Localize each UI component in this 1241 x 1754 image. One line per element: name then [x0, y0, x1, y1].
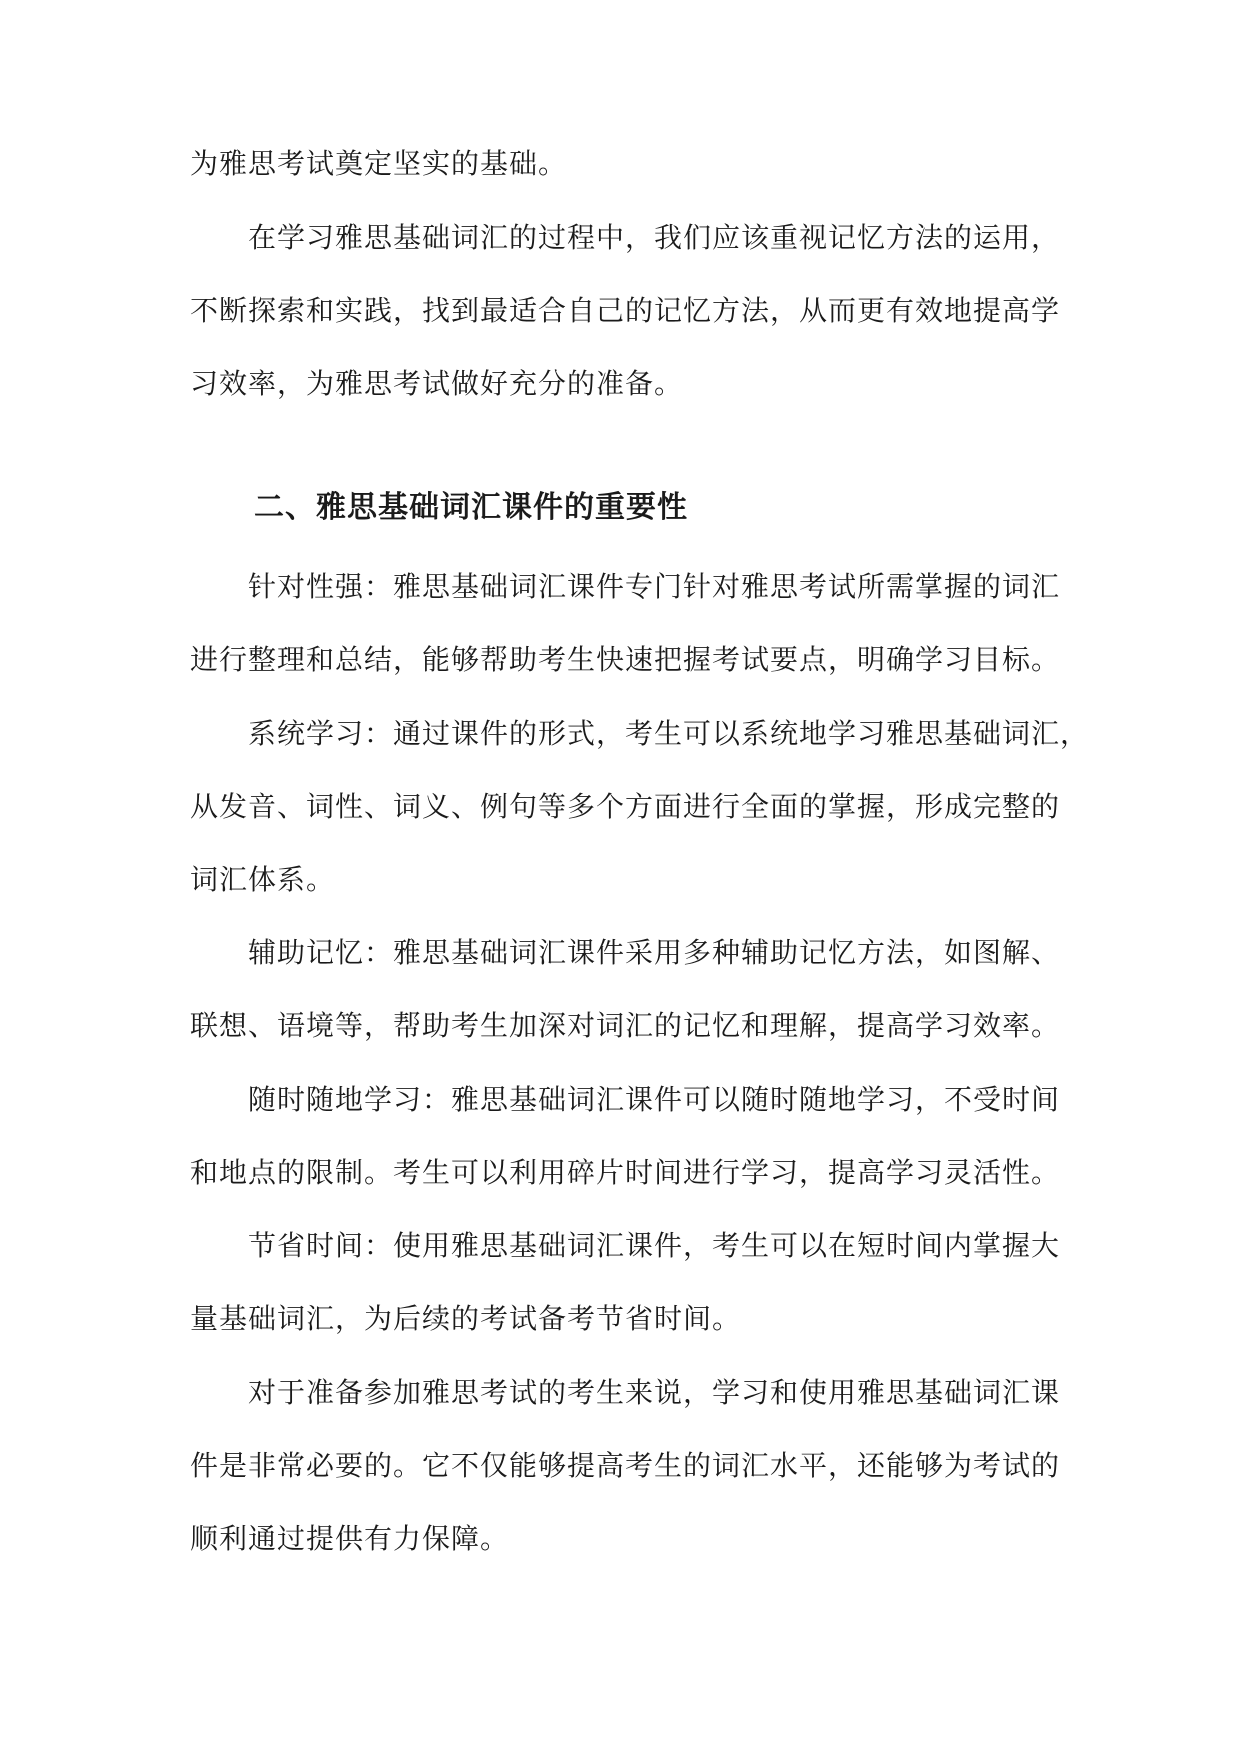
point-anytime-line-2: 和地点的限制。考生可以利用碎片时间进行学习，提高学习灵活性。	[190, 1156, 1061, 1189]
point-targeted-line-2: 进行整理和总结，能够帮助考生快速把握考试要点，明确学习目标。	[190, 643, 1061, 676]
point-save-time-line-1: 节省时间：使用雅思基础词汇课件，考生可以在短时间内掌握大	[248, 1229, 1061, 1262]
point-systematic-line-2: 从发音、词性、词义、例句等多个方面进行全面的掌握，形成完整的	[190, 790, 1061, 823]
point-save-time-line-2: 量基础词汇，为后续的考试备考节省时间。	[190, 1302, 742, 1335]
point-systematic-line-3: 词汇体系。	[190, 863, 336, 896]
paragraph-memory-line-1: 在学习雅思基础词汇的过程中，我们应该重视记忆方法的运用，	[248, 221, 1061, 254]
point-systematic-line-1: 系统学习：通过课件的形式，考生可以系统地学习雅思基础词汇，	[248, 717, 1090, 750]
point-memory-aid-line-2: 联想、语境等，帮助考生加深对词汇的记忆和理解，提高学习效率。	[190, 1009, 1061, 1042]
paragraph-intro-tail: 为雅思考试奠定坚实的基础。	[190, 147, 568, 180]
section-heading: 二、雅思基础词汇课件的重要性	[254, 490, 688, 525]
point-anytime-line-1: 随时随地学习：雅思基础词汇课件可以随时随地学习，不受时间	[248, 1083, 1061, 1116]
conclusion-line-2: 件是非常必要的。它不仅能够提高考生的词汇水平，还能够为考试的	[190, 1449, 1061, 1482]
paragraph-memory-line-3: 习效率，为雅思考试做好充分的准备。	[190, 367, 684, 400]
point-targeted-line-1: 针对性强：雅思基础词汇课件专门针对雅思考试所需掌握的词汇	[248, 570, 1061, 603]
point-memory-aid-line-1: 辅助记忆：雅思基础词汇课件采用多种辅助记忆方法，如图解、	[248, 936, 1061, 969]
conclusion-line-1: 对于准备参加雅思考试的考生来说，学习和使用雅思基础词汇课	[248, 1376, 1061, 1409]
paragraph-memory-line-2: 不断探索和实践，找到最适合自己的记忆方法，从而更有效地提高学	[190, 294, 1061, 327]
conclusion-line-3: 顺利通过提供有力保障。	[190, 1522, 510, 1555]
